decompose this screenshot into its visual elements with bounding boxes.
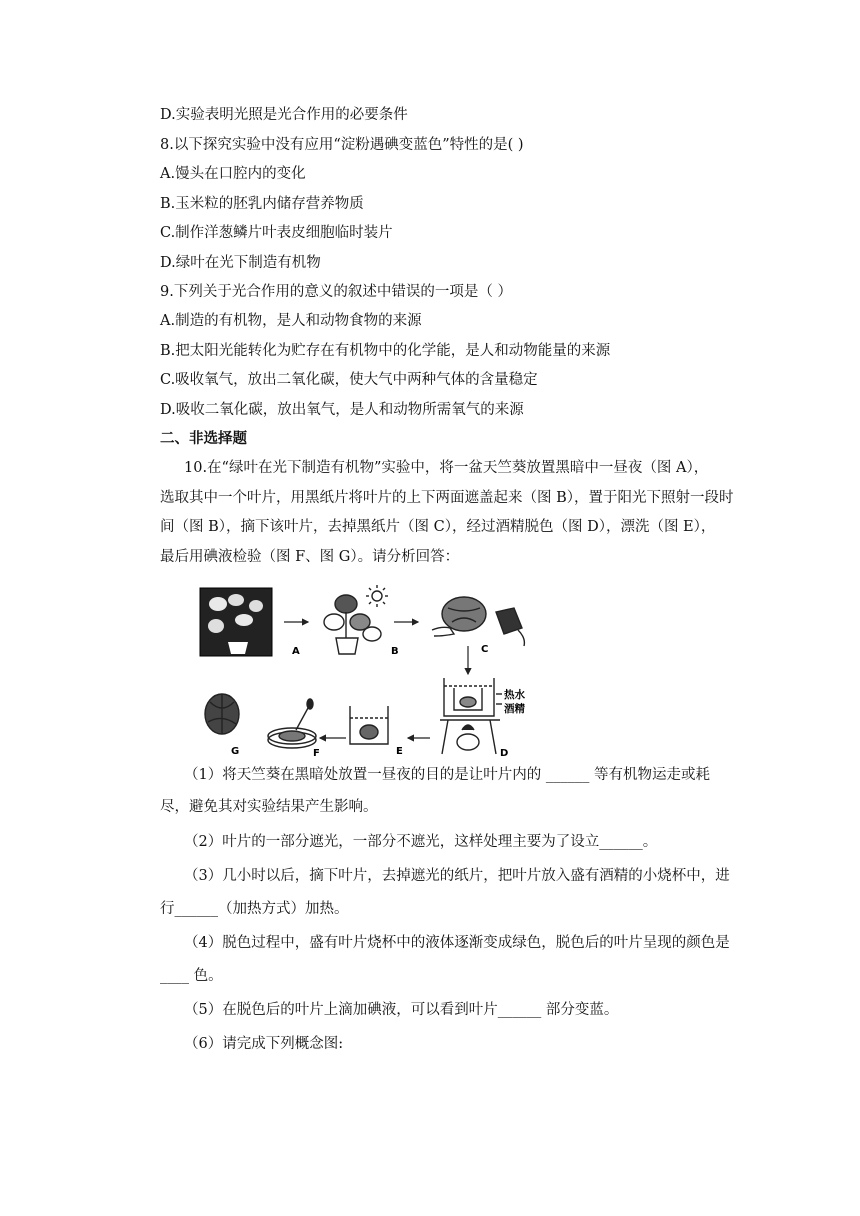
q10-sub4-line-2: ____ 色。 [160, 968, 223, 984]
q10-sub1-line-1: （1）将天竺葵在黑暗处放置一昼夜的目的是让叶片内的 ______ 等有机物运走或耗 [184, 767, 710, 783]
q10-sub3-line-1: （3）几小时以后，摘下叶片，去掉遮光的纸片，把叶片放入盛有酒精的小烧杯中，进 [184, 868, 730, 884]
q10-sub6: （6）请完成下列概念图: [184, 1036, 344, 1052]
panel-c-leaf-removed [432, 597, 524, 646]
q8-option-c: C.制作洋葱鳞片叶表皮细胞临时装片 [160, 225, 393, 241]
panel-f-petri-dish [268, 699, 316, 748]
q10-stem-line-2: 选取其中一个叶片，用黑纸片将叶片的上下两面遮盖起来（图 B），置于阳光下照射一段时 [160, 490, 734, 506]
hot-water-label: 热水 [504, 689, 525, 701]
q9-option-a: A.制造的有机物，是人和动物食物的来源 [160, 313, 422, 329]
q7-option-d: D.实验表明光照是光合作用的必要条件 [160, 107, 408, 123]
panel-b-plant-in-sun [324, 585, 388, 654]
q9-option-d: D.吸收二氧化碳，放出氧气，是人和动物所需氧气的来源 [160, 402, 524, 418]
label-b: B [391, 646, 399, 657]
experiment-figure [196, 582, 532, 760]
panel-g-stained-leaf [205, 694, 239, 734]
q10-sub4-line-1: （4）脱色过程中，盛有叶片烧杯中的液体逐渐变成绿色，脱色后的叶片呈现的颜色是 [184, 935, 730, 951]
q10-stem-line-1: 10.在“绿叶在光下制造有机物”实验中，将一盆天竺葵放置黑暗中一昼夜（图 A）， [184, 460, 709, 476]
label-e: E [396, 746, 403, 757]
q8-option-b: B.玉米粒的胚乳内储存营养物质 [160, 196, 364, 212]
label-c: C [481, 644, 489, 655]
q10-stem-line-4: 最后用碘液检验（图 F、图 G）。请分析回答： [160, 549, 460, 565]
q10-sub1-line-2: 尽，避免其对实验结果产生影响。 [160, 799, 378, 815]
experiment-figure-svg [196, 582, 532, 760]
q10-sub2: （2）叶片的一部分遮光，一部分不遮光，这样处理主要为了设立______。 [184, 834, 658, 850]
q10-stem-line-3: 间（图 B），摘下该叶片，去掉黑纸片（图 C），经过酒精脱色（图 D），漂洗（图 E）， [160, 519, 716, 535]
label-d: D [500, 748, 509, 759]
q9-stem: 9.下列关于光合作用的意义的叙述中错误的一项是（ ） [160, 284, 512, 300]
q8-option-a: A.馒头在口腔内的变化 [160, 166, 306, 182]
panel-e-beaker [350, 706, 388, 744]
panel-a-dark-box [200, 588, 272, 656]
q10-sub3-line-2: 行______（加热方式）加热。 [160, 901, 349, 917]
q9-option-c: C.吸收氧气，放出二氧化碳，使大气中两种气体的含量稳定 [160, 372, 538, 388]
q8-option-d: D.绿叶在光下制造有机物 [160, 255, 321, 271]
alcohol-label: 酒精 [504, 703, 525, 715]
q8-stem: 8.以下探究实验中没有应用“淀粉遇碘变蓝色”特性的是( ) [160, 137, 524, 153]
q9-option-b: B.把太阳光能转化为贮存在有机物中的化学能，是人和动物能量的来源 [160, 343, 611, 359]
panel-d-water-bath [440, 678, 502, 754]
label-f: F [313, 748, 320, 759]
q10-sub5: （5）在脱色后的叶片上滴加碘液，可以看到叶片______ 部分变蓝。 [184, 1002, 619, 1018]
label-g: G [231, 746, 240, 757]
label-a: A [292, 646, 300, 657]
section-heading: 二、非选择题 [160, 430, 247, 447]
